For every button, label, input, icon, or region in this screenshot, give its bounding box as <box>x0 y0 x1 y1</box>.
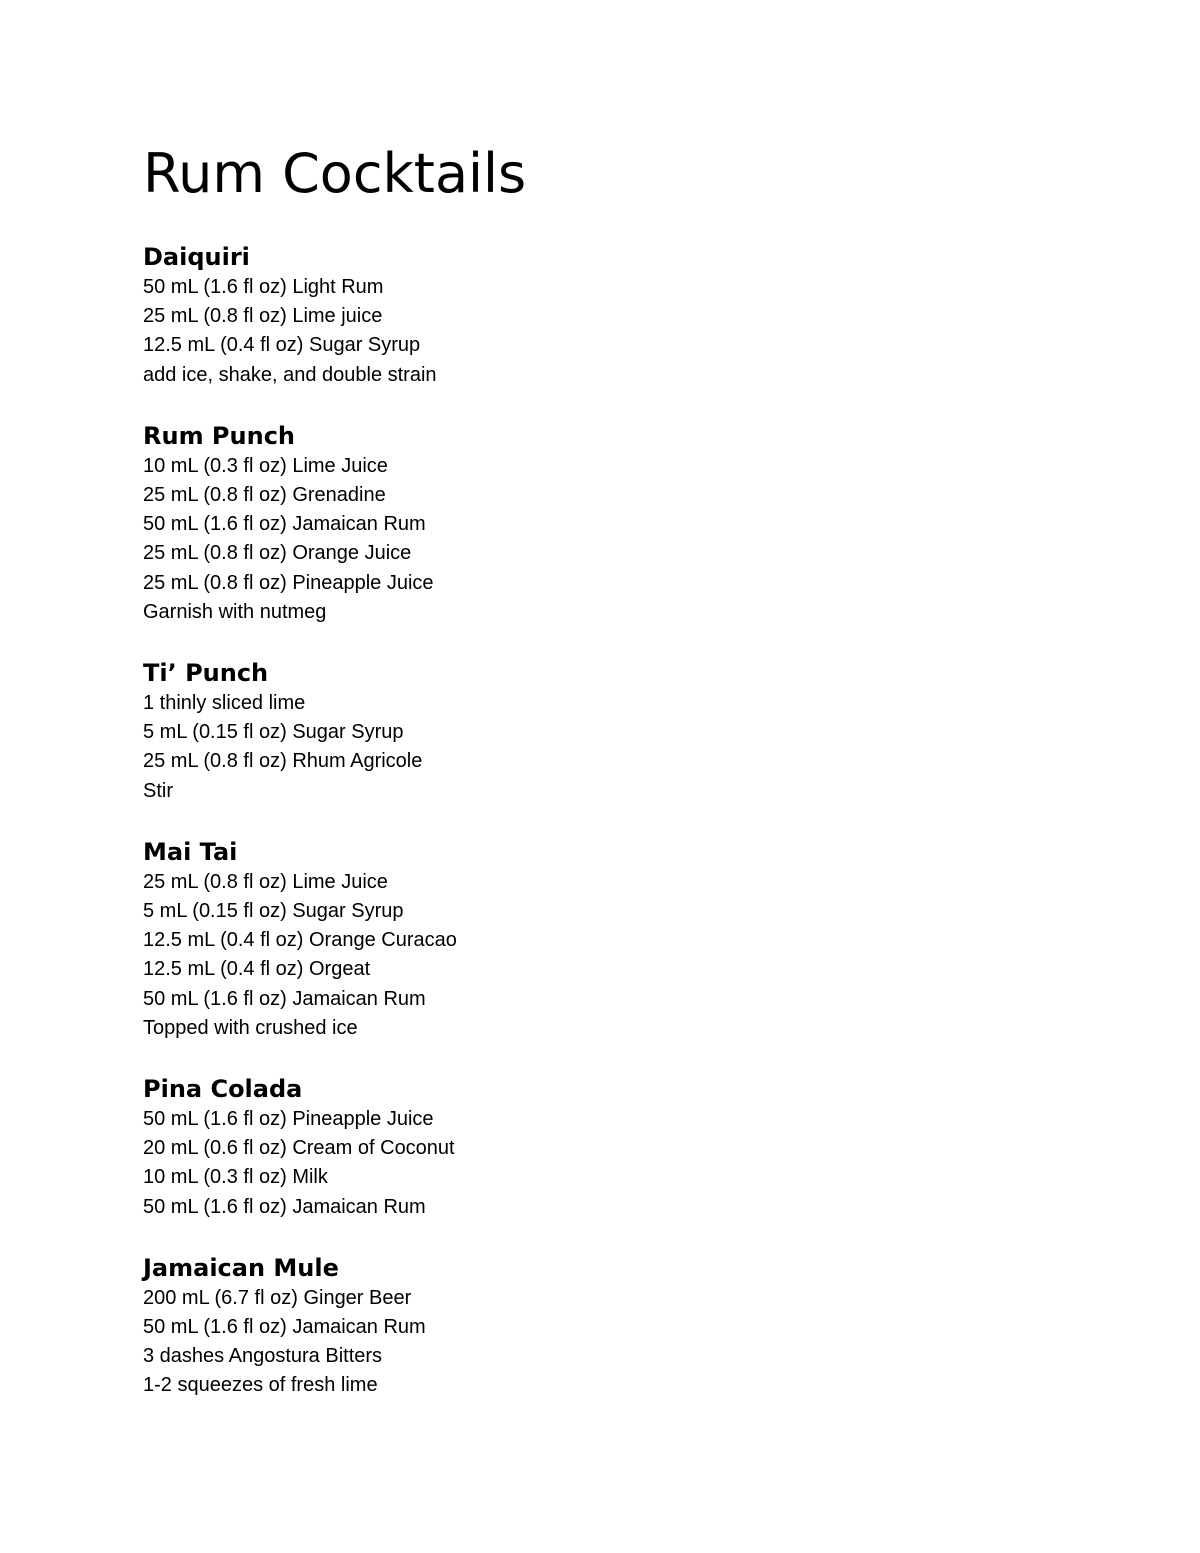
recipe-title: Daiquiri <box>143 243 250 271</box>
ingredient-line: 12.5 mL (0.4 fl oz) Sugar Syrup <box>143 334 421 357</box>
ingredient-line: 10 mL (0.3 fl oz) Lime Juice <box>143 454 388 477</box>
ingredient-line: 5 mL (0.15 fl oz) Sugar Syrup <box>143 900 404 923</box>
instruction-line: Topped with crushed ice <box>143 1016 358 1039</box>
instruction-line: Garnish with nutmeg <box>143 600 327 623</box>
recipe-title: Rum Punch <box>143 421 296 450</box>
ingredient-list <box>143 273 1043 390</box>
recipe-title: Mai Tai <box>143 837 238 866</box>
ingredient-line: 3 dashes Angostura Bitters <box>143 1345 383 1368</box>
ingredient-line: 5 mL (0.15 fl oz) Sugar Syrup <box>143 721 404 744</box>
ingredient-line: 25 mL (0.8 fl oz) Pineapple Juice <box>143 571 434 594</box>
ingredient-line: 50 mL (1.6 fl oz) Jamaican Rum <box>143 1316 426 1339</box>
ingredient-line: 25 mL (0.8 fl oz) Lime juice <box>143 305 383 328</box>
ingredient-line: 50 mL (1.6 fl oz) Pineapple Juice <box>143 1108 434 1131</box>
recipe-jamaican-mule <box>143 1252 1043 1401</box>
recipe-title: Ti’ Punch <box>143 659 269 688</box>
recipe-title: Pina Colada <box>143 1075 303 1104</box>
ingredient-line: 25 mL (0.8 fl oz) Lime Juice <box>143 870 388 893</box>
ingredient-line: 1 thinly sliced lime <box>143 692 306 715</box>
recipe-rum-punch <box>143 420 1043 627</box>
ingredient-line: 50 mL (1.6 fl oz) Light Rum <box>143 276 384 298</box>
document-page <box>143 138 1043 1401</box>
ingredient-line: 25 mL (0.8 fl oz) Grenadine <box>143 484 386 507</box>
ingredient-line: 50 mL (1.6 fl oz) Jamaican Rum <box>143 987 426 1010</box>
ingredient-line: 25 mL (0.8 fl oz) Rhum Agricole <box>143 750 423 773</box>
ingredient-line: 50 mL (1.6 fl oz) Jamaican Rum <box>143 513 426 536</box>
instruction-line: 1-2 squeezes of fresh lime <box>143 1374 378 1397</box>
ingredient-line: 25 mL (0.8 fl oz) Orange Juice <box>143 542 412 565</box>
ingredient-list <box>143 1284 1043 1401</box>
ingredient-line: 200 mL (6.7 fl oz) Ginger Beer <box>143 1286 412 1309</box>
ingredient-line: 20 mL (0.6 fl oz) Cream of Coconut <box>143 1137 455 1160</box>
ingredient-list <box>143 452 1043 627</box>
ingredient-list <box>143 1105 1043 1222</box>
recipe-title: Jamaican Mule <box>143 1253 339 1282</box>
instruction-line: add ice, shake, and double strain <box>143 363 437 386</box>
ingredient-line: 10 mL (0.3 fl oz) Milk <box>143 1166 328 1189</box>
recipe-ti-punch <box>143 657 1043 806</box>
document-title: Rum Cocktails <box>143 142 527 205</box>
ingredient-list <box>143 868 1043 1043</box>
instruction-line: Stir <box>143 779 173 802</box>
recipe-pina-colada <box>143 1073 1043 1222</box>
ingredient-list <box>143 689 1043 806</box>
ingredient-line: 12.5 mL (0.4 fl oz) Orange Curacao <box>143 929 457 952</box>
recipe-mai-tai <box>143 836 1043 1043</box>
recipe-daiquiri <box>143 241 1043 390</box>
ingredient-line: 50 mL (1.6 fl oz) Jamaican Rum <box>143 1195 426 1218</box>
ingredient-line: 12.5 mL (0.4 fl oz) Orgeat <box>143 958 371 981</box>
